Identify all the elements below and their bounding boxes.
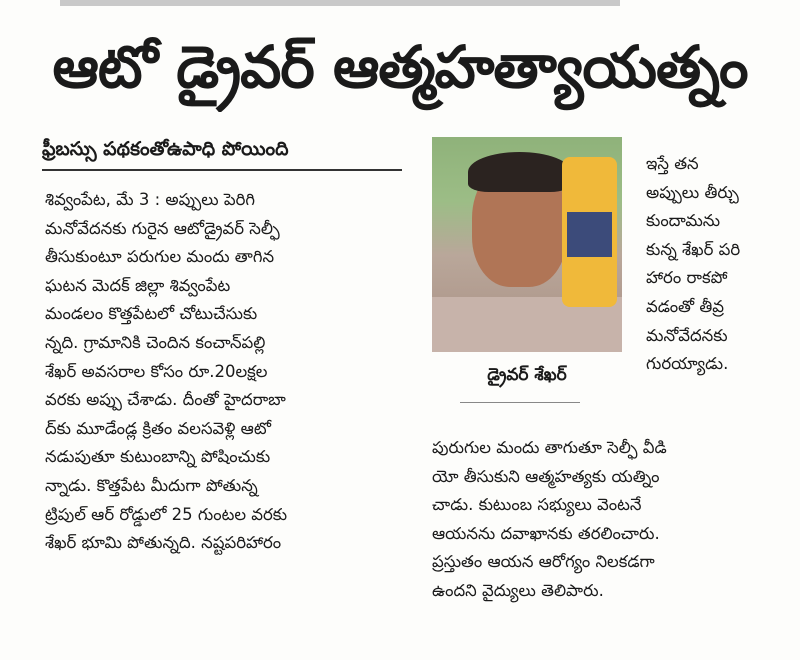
photo-bottle-label [567,212,612,257]
text-line: శేఖర్ భూమి పోతున్నది. నష్టపరిహారం [45,533,282,553]
right-column [646,150,764,379]
text-line: వడంతో తీవ్ర [646,296,725,316]
text-line: మనోవేదనకు [646,325,728,345]
text-line: హారం రాకపో [646,268,728,288]
text-line: కుందామను [646,211,721,231]
text-line: ఆయనను దవాఖానకు తరలించారు. [432,523,660,543]
text-line: న్నది. గ్రామానికి చెందిన కంచాన్‌పల్లి [45,332,266,352]
text-line: శివ్వంపేట, మే 3 : అప్పులు పెరిగి [45,190,255,209]
text-line: మనోవేదనకు గురైన ఆటోడ్రైవర్ సెల్ఫీ [45,218,280,238]
text-line: శేఖర్ అవసరాల కోసం రూ.20లక్షల [45,361,268,381]
text-line: వరకు అప్పు చేశాడు. దీంతో హైదరాబా [45,390,286,410]
caption-divider [460,402,580,403]
text-line: ఉందని వైద్యులు తెలిపారు. [432,580,604,600]
text-line: మండలం కొత్తపేటలో చోటుచేసుకు [45,304,258,324]
left-column [45,186,405,558]
headline: ఆటో డ్రైవర్ ఆత్మహత్యాయత్నం [52,33,748,101]
text-line: తీసుకుంటూ పరుగుల మందు తాగిన [45,247,275,267]
text-line: ట్రిపుల్ ఆర్ రోడ్డులో 25 గుంటల వరకు [45,504,288,524]
text-line: ఇస్తే తన [646,154,699,173]
article-photo [432,137,622,352]
text-line: నడుపుతూ కుటుంబాన్ని పోషించుకు [45,447,271,467]
text-line: అప్పులు తీర్చు [646,182,739,202]
text-line: న్నాడు. కొత్తపేట మీదుగా పోతున్న [45,475,258,495]
text-line: కున్న శేఖర్ పరి [646,239,741,259]
text-line: పురుగుల మందు తాగుతూ సెల్ఫీ వీడి [432,438,667,457]
text-line: ప్రస్తుతం ఆయన ఆరోగ్యం నిలకడగా [432,552,655,572]
photo-hair [468,152,571,192]
text-line: గురయ్యాడు. [646,354,729,374]
text-line: చాడు. కుటుంబ సభ్యులు వెంటనే [432,495,642,515]
top-divider [60,0,620,6]
photo-caption: డ్రైవర్ శేఖర్ [487,365,567,385]
text-line: ద్‌కు మూడేండ్ల క్రితం వలసవెళ్లి ఆటో [45,418,271,438]
text-line: ఘటన మెదక్ జిల్లా శివ్వంపేట [45,275,231,295]
bottom-column [432,434,772,606]
subheadline: ఫ్రీబస్సు పథకంతోఉపాధి పోయింది [42,138,402,171]
text-line: యో తీసుకుని ఆత్మహత్యకు యత్నిం [432,466,660,486]
